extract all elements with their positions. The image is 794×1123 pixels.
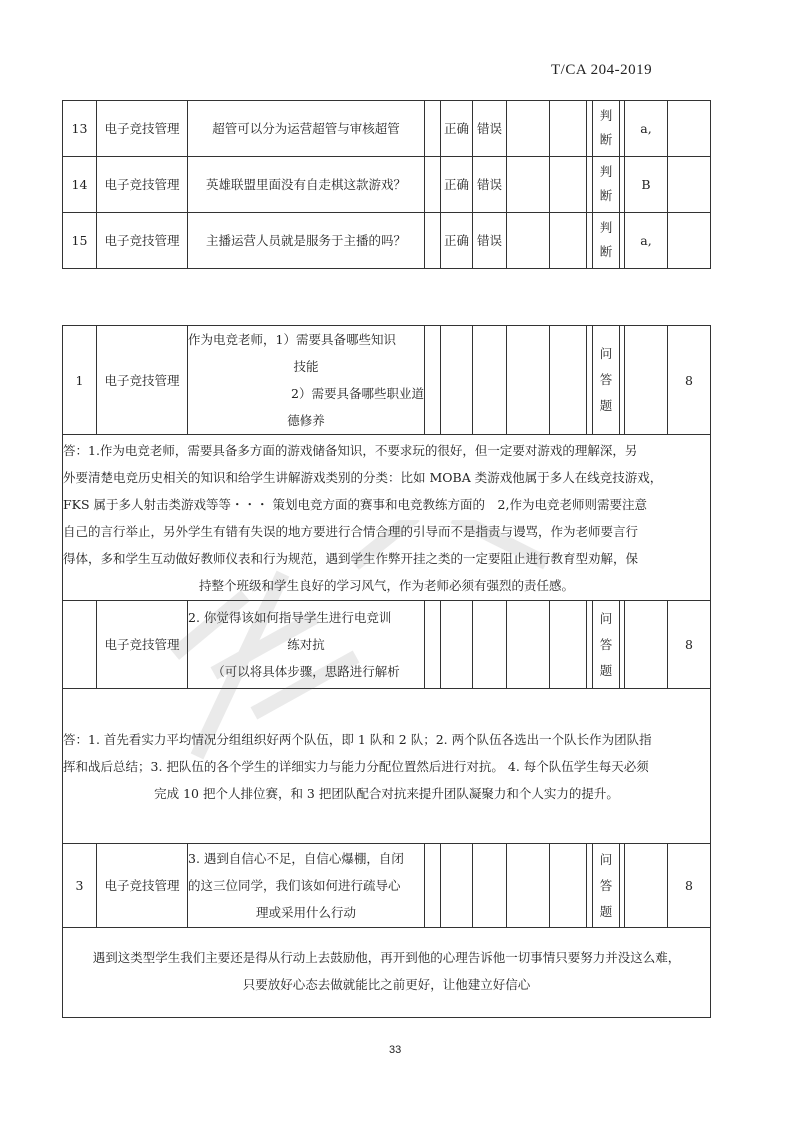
answer-line: 完成 10 把个人排位赛，和 3 把团队配合对抗来提升团队凝聚力和个人实力的提升。 xyxy=(154,785,619,801)
question-line: 作为电竞老师，1）需要具备哪些知识 xyxy=(188,332,396,347)
question-type: 判断 xyxy=(593,157,620,213)
answer-line: 得体，多和学生互动做好教师仪表和行为规范，遇到学生作弊开挂之类的一定要阻止进行教育型劝解，保 xyxy=(63,550,639,566)
question-line: 3. 遇到自信心不足，自信心爆棚，自闭 xyxy=(188,851,404,866)
empty-cell xyxy=(425,157,441,213)
empty-cell xyxy=(425,326,441,435)
table-row xyxy=(63,213,711,269)
correct-answer: B xyxy=(625,157,668,213)
question-line: 2）需要具备哪些职业道 xyxy=(291,386,424,401)
empty-cell xyxy=(507,844,550,928)
answer-line: 外要清楚电竞历史相关的知识和给学生讲解游戏类别的分类：比如 MOBA 类游戏他属于多人在线竞技游戏， xyxy=(63,469,663,485)
empty-cell xyxy=(425,601,441,689)
question-line: 德修养 xyxy=(287,413,325,428)
page-number: 33 xyxy=(389,1044,402,1056)
question-text: 主播运营人员就是服务于主播的吗？ xyxy=(188,213,425,269)
answer-row xyxy=(63,689,711,844)
option-b: 错误 xyxy=(473,101,507,157)
question-text: 超管可以分为运营超管与审核超管 xyxy=(188,101,425,157)
question-category: 电子竞技管理 xyxy=(97,844,188,928)
question-text: 英雄联盟里面没有自走棋这款游戏？ xyxy=(188,157,425,213)
answer-text xyxy=(63,928,711,1018)
empty-cell xyxy=(625,601,668,689)
empty-cell xyxy=(425,844,441,928)
answer-text xyxy=(63,689,711,844)
empty-cell xyxy=(507,101,550,157)
question-text xyxy=(188,844,425,928)
question-number: 3 xyxy=(63,844,97,928)
table-row xyxy=(63,157,711,213)
question-category: 电子竞技管理 xyxy=(97,326,188,435)
empty-cell xyxy=(441,601,473,689)
question-line: （可以将具体步骤，思路进行解析 xyxy=(212,664,400,679)
answer-row xyxy=(63,928,711,1018)
table-row xyxy=(63,101,711,157)
question-type: 判断 xyxy=(593,101,620,157)
table-row xyxy=(63,844,711,928)
question-line: 2. 你觉得该如何指导学生进行电竞训 xyxy=(188,610,392,625)
empty-cell xyxy=(441,326,473,435)
answer-line: 答：1. 首先看实力平均情况分组组织好两个队伍，即 1 队和 2 队；2. 两个队伍各选出一个队长作为团队指 xyxy=(63,731,652,747)
answer-line: 遇到这类型学生我们主要还是得从行动上去鼓励他，再开到他的心理告诉他一切事情只要努力并没这么难， xyxy=(92,950,681,965)
question-category: 电子竞技管理 xyxy=(97,101,188,157)
empty-cell xyxy=(550,101,587,157)
question-type: 问答题 xyxy=(593,601,620,689)
empty-cell xyxy=(550,326,587,435)
question-type: 问答题 xyxy=(593,326,620,435)
answer-line: 只要放好心态去做就能比之前更好，让他建立好信心 xyxy=(242,977,531,992)
empty-cell xyxy=(625,326,668,435)
question-category: 电子竞技管理 xyxy=(97,157,188,213)
judgement-question-table xyxy=(62,100,711,269)
empty-cell xyxy=(473,601,507,689)
answer-line: 持整个班级和学生良好的学习风气，作为老师必须有强烈的责任感。 xyxy=(198,577,574,593)
document-standard-id: T/CA 204-2019 xyxy=(551,62,653,78)
score-cell xyxy=(668,101,711,157)
score-cell: 8 xyxy=(668,326,711,435)
empty-cell xyxy=(550,601,587,689)
option-a: 正确 xyxy=(441,213,473,269)
question-category: 电子竞技管理 xyxy=(97,601,188,689)
empty-cell xyxy=(507,601,550,689)
table-row xyxy=(63,326,711,435)
empty-cell xyxy=(507,157,550,213)
question-line: 练对抗 xyxy=(287,637,325,652)
answer-line: 答：1.作为电竞老师，需要具备多方面的游戏储备知识，不要求玩的很好，但一定要对游戏的理解深，另 xyxy=(63,442,638,458)
answer-line: 自己的言行举止，另外学生有错有失误的地方要进行合情合理的引导而不是指责与谩骂，作为老师要言行 xyxy=(63,523,639,539)
option-a: 正确 xyxy=(441,157,473,213)
score-cell xyxy=(668,213,711,269)
question-number: 13 xyxy=(63,101,97,157)
question-number: 14 xyxy=(63,157,97,213)
empty-cell xyxy=(425,101,441,157)
question-text xyxy=(188,601,425,689)
option-b: 错误 xyxy=(473,157,507,213)
empty-cell xyxy=(625,844,668,928)
question-type: 问答题 xyxy=(593,844,620,928)
answer-line: 挥和战后总结；3. 把队伍的各个学生的详细实力与能力分配位置然后进行对抗。 4. 每个队伍学生每天必须 xyxy=(63,758,649,774)
table-row xyxy=(63,601,711,689)
empty-cell xyxy=(425,213,441,269)
question-line: 技能 xyxy=(293,359,319,374)
answer-line: FKS 属于多人射击类游戏等等・・・ 策划电竞方面的赛事和电竞教练方面的 2,作为电竞老师则需要注意 xyxy=(63,496,647,512)
question-line: 的这三位同学，我们该如何进行疏导心 xyxy=(188,878,401,893)
qa-question-table xyxy=(62,325,711,1018)
empty-cell xyxy=(441,844,473,928)
option-b: 错误 xyxy=(473,213,507,269)
empty-cell xyxy=(507,326,550,435)
empty-cell xyxy=(507,213,550,269)
empty-cell xyxy=(473,326,507,435)
score-cell xyxy=(668,157,711,213)
correct-answer: a, xyxy=(625,101,668,157)
question-type: 判断 xyxy=(593,213,620,269)
empty-cell xyxy=(550,157,587,213)
question-text xyxy=(188,326,425,435)
question-number: 1 xyxy=(63,326,97,435)
option-a: 正确 xyxy=(441,101,473,157)
empty-cell xyxy=(473,844,507,928)
correct-answer: a, xyxy=(625,213,668,269)
answer-text xyxy=(63,435,711,601)
answer-row xyxy=(63,435,711,601)
score-cell: 8 xyxy=(668,844,711,928)
empty-cell xyxy=(550,844,587,928)
score-cell: 8 xyxy=(668,601,711,689)
question-number: 15 xyxy=(63,213,97,269)
question-line: 理或采用什么行动 xyxy=(255,905,356,920)
empty-cell xyxy=(550,213,587,269)
question-category: 电子竞技管理 xyxy=(97,213,188,269)
question-number xyxy=(63,601,97,689)
